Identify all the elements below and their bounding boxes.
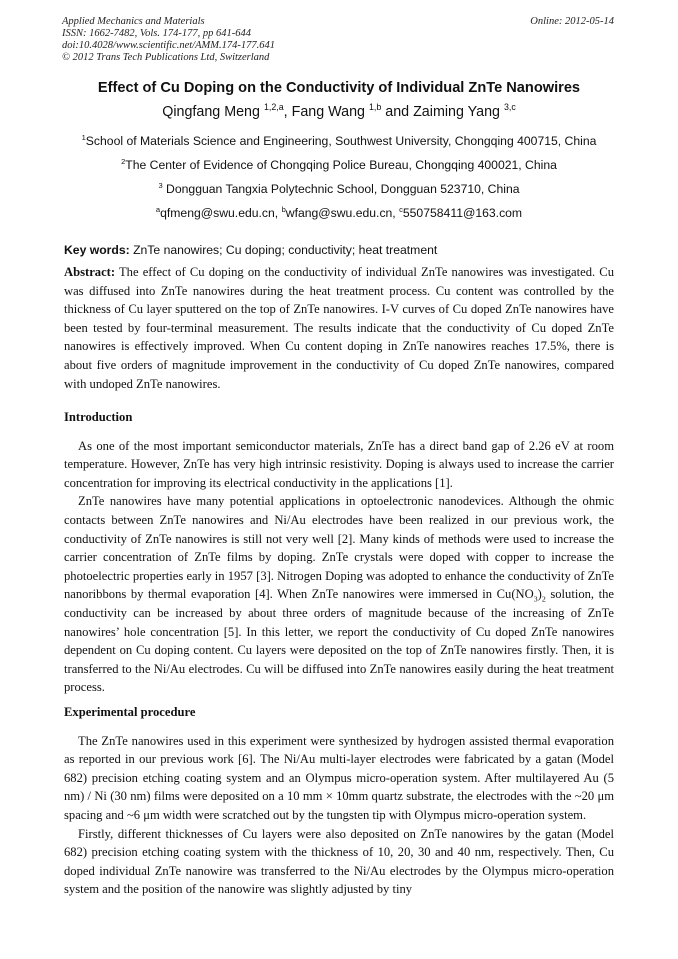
subscript: 3 (533, 594, 538, 604)
experimental-heading: Experimental procedure (64, 705, 196, 719)
author-superscript: 1,2,a (263, 102, 284, 113)
email-text: 550758411@163.com (402, 206, 523, 220)
affiliation-marker: 3 (158, 180, 163, 190)
issn-line: ISSN: 1662-7482, Vols. 174-177, pp 641-644 (62, 28, 251, 39)
paragraph-text: solution, the conductivity can be increased by about three orders of magnitude because of the increasing of ZnTe nanowires’ hole concentration [5]. In this letter, we report the conductivity of Cu doped ZnTe nanowires dependent on Cu doping content. Cu layers were deposited on the top of ZnTe nanowires firstly. Then, it is transferred to the Ni/Au electrodes. Cu will be diffused into ZnTe nanowires easily during the heat treatment process. (64, 587, 615, 695)
email-marker: a (155, 204, 161, 214)
keywords-label: Key words: (64, 243, 130, 257)
email-line (20, 206, 658, 220)
paragraph-text: ZnTe nanowires have many potential applications in optoelectronic nanodevices. Although the ohmic contacts between ZnTe nanowires and Ni/Au electrodes have been realized in our previous work, the conductivity of ZnTe nanowires is still not very well [2]. Many kinds of methods were used to increase the carrier concentration of ZnTe films by doping. ZnTe crystals were doped with copper to increase the photoelectric properties early in 1957 [3]. Nitrogen Doping was adopted to enhance the conductivity of ZnTe nanoribbons by thermal evaporation [4]. When ZnTe nanowires were immersed in Cu(NO (64, 494, 614, 602)
affiliation-text: The Center of Evidence of Chongqing Police Bureau, Chongqing 400021, China (125, 158, 557, 172)
experimental-paragraph-1: The ZnTe nanowires used in this experiment were synthesized by hydrogen assisted thermal evaporation as reported in our previous work [6]. The Ni/Au multi-layer electrodes were fabricated by a gatan (Model 682) precision etching coating system and an Olympus micro-operation system. After multilayered Au (5 nm) / Ni (30 nm) films were deposited on a 10 mm × 10mm quartz substrate, the electrodes with the ~20 μm spacing and ~6 μm width were scratched out by the tungsten tip with Olympus micro-operation system. (64, 733, 614, 822)
author-name: Qingfang Meng (162, 104, 264, 120)
introduction-paragraph-2 (64, 492, 614, 697)
introduction-section (64, 408, 614, 697)
subscript: 2 (541, 594, 546, 604)
experimental-section (64, 703, 614, 899)
online-date: Online: 2012-05-14 (530, 16, 614, 27)
author-name: , Fang Wang (283, 104, 369, 120)
author-line (40, 104, 638, 120)
author-name: and Zaiming Yang (381, 104, 504, 120)
doi-line: doi:10.4028/www.scientific.net/AMM.174-177.641 (62, 40, 275, 51)
abstract-text: The effect of Cu doping on the conductivity of individual ZnTe nanowires was investigated. Cu was diffused into ZnTe nanowires during the heat treatment process. Cu content was controlled by the thickness of Cu layer sputtered on the top of ZnTe nanowires. I-V curves of Cu doped ZnTe nanowires have been tested by four-terminal measurement. The results indicate that the conductivity of Cu doped ZnTe nanowires is effectively improved. When Cu content doping in ZnTe nanowires reaches 17.5%, there is about five orders of magnitude improvement in the conductivity of Cu doped ZnTe nanowires, compared with undoped ZnTe nanowires. (64, 265, 614, 391)
author-superscript: 3,c (503, 102, 516, 113)
keywords (64, 243, 614, 257)
paper-title: Effect of Cu Doping on the Conductivity of Individual ZnTe Nanowires (97, 80, 581, 96)
abstract-label: Abstract: (64, 265, 116, 279)
email-text: wfang@swu.edu.cn, (285, 206, 400, 220)
affiliation-3 (20, 182, 658, 196)
journal-header (62, 16, 614, 64)
affiliation-2 (20, 158, 658, 172)
journal-name: Applied Mechanics and Materials (62, 16, 205, 27)
abstract (64, 263, 614, 393)
keywords-text: ZnTe nanowires; Cu doping; conductivity; heat treatment (129, 243, 438, 257)
introduction-heading: Introduction (64, 410, 133, 424)
affiliation-marker: 2 (121, 156, 126, 166)
paragraph-text: ) (537, 587, 542, 602)
email-marker: b (281, 204, 286, 214)
introduction-paragraph-1: As one of the most important semiconductor materials, ZnTe has a direct band gap of 2.26 eV at room temperature. However, ZnTe has very high intrinsic resistivity. Doping is always used to increase the carrier concentration for improving its electrical conductivity in the applications [1]. (64, 438, 614, 490)
experimental-paragraph-2: Firstly, different thicknesses of Cu layers were also deposited on ZnTe nanowires by the gatan (Model 682) precision etching coating system with the thickness of 10, 20, 30 and 40 nm, respectively. Then, Cu doped individual ZnTe nanowire was transferred to the Ni/Au electrodes by the Olympus micro-operation system and the position of the nanowire was slightly adjusted by tiny (64, 826, 614, 897)
author-superscript: 1,b (368, 102, 382, 113)
affiliation-1 (20, 134, 658, 148)
affiliation-text: School of Materials Science and Engineering, Southwest University, Chongqing 400715, China (85, 134, 597, 148)
email-marker: c (399, 204, 403, 214)
copyright-line: © 2012 Trans Tech Publications Ltd, Switzerland (62, 52, 270, 63)
affiliation-text: Dongguan Tangxia Polytechnic School, Dongguan 523710, China (162, 182, 520, 196)
email-text: qfmeng@swu.edu.cn, (160, 206, 282, 220)
affiliation-marker: 1 (81, 132, 86, 142)
